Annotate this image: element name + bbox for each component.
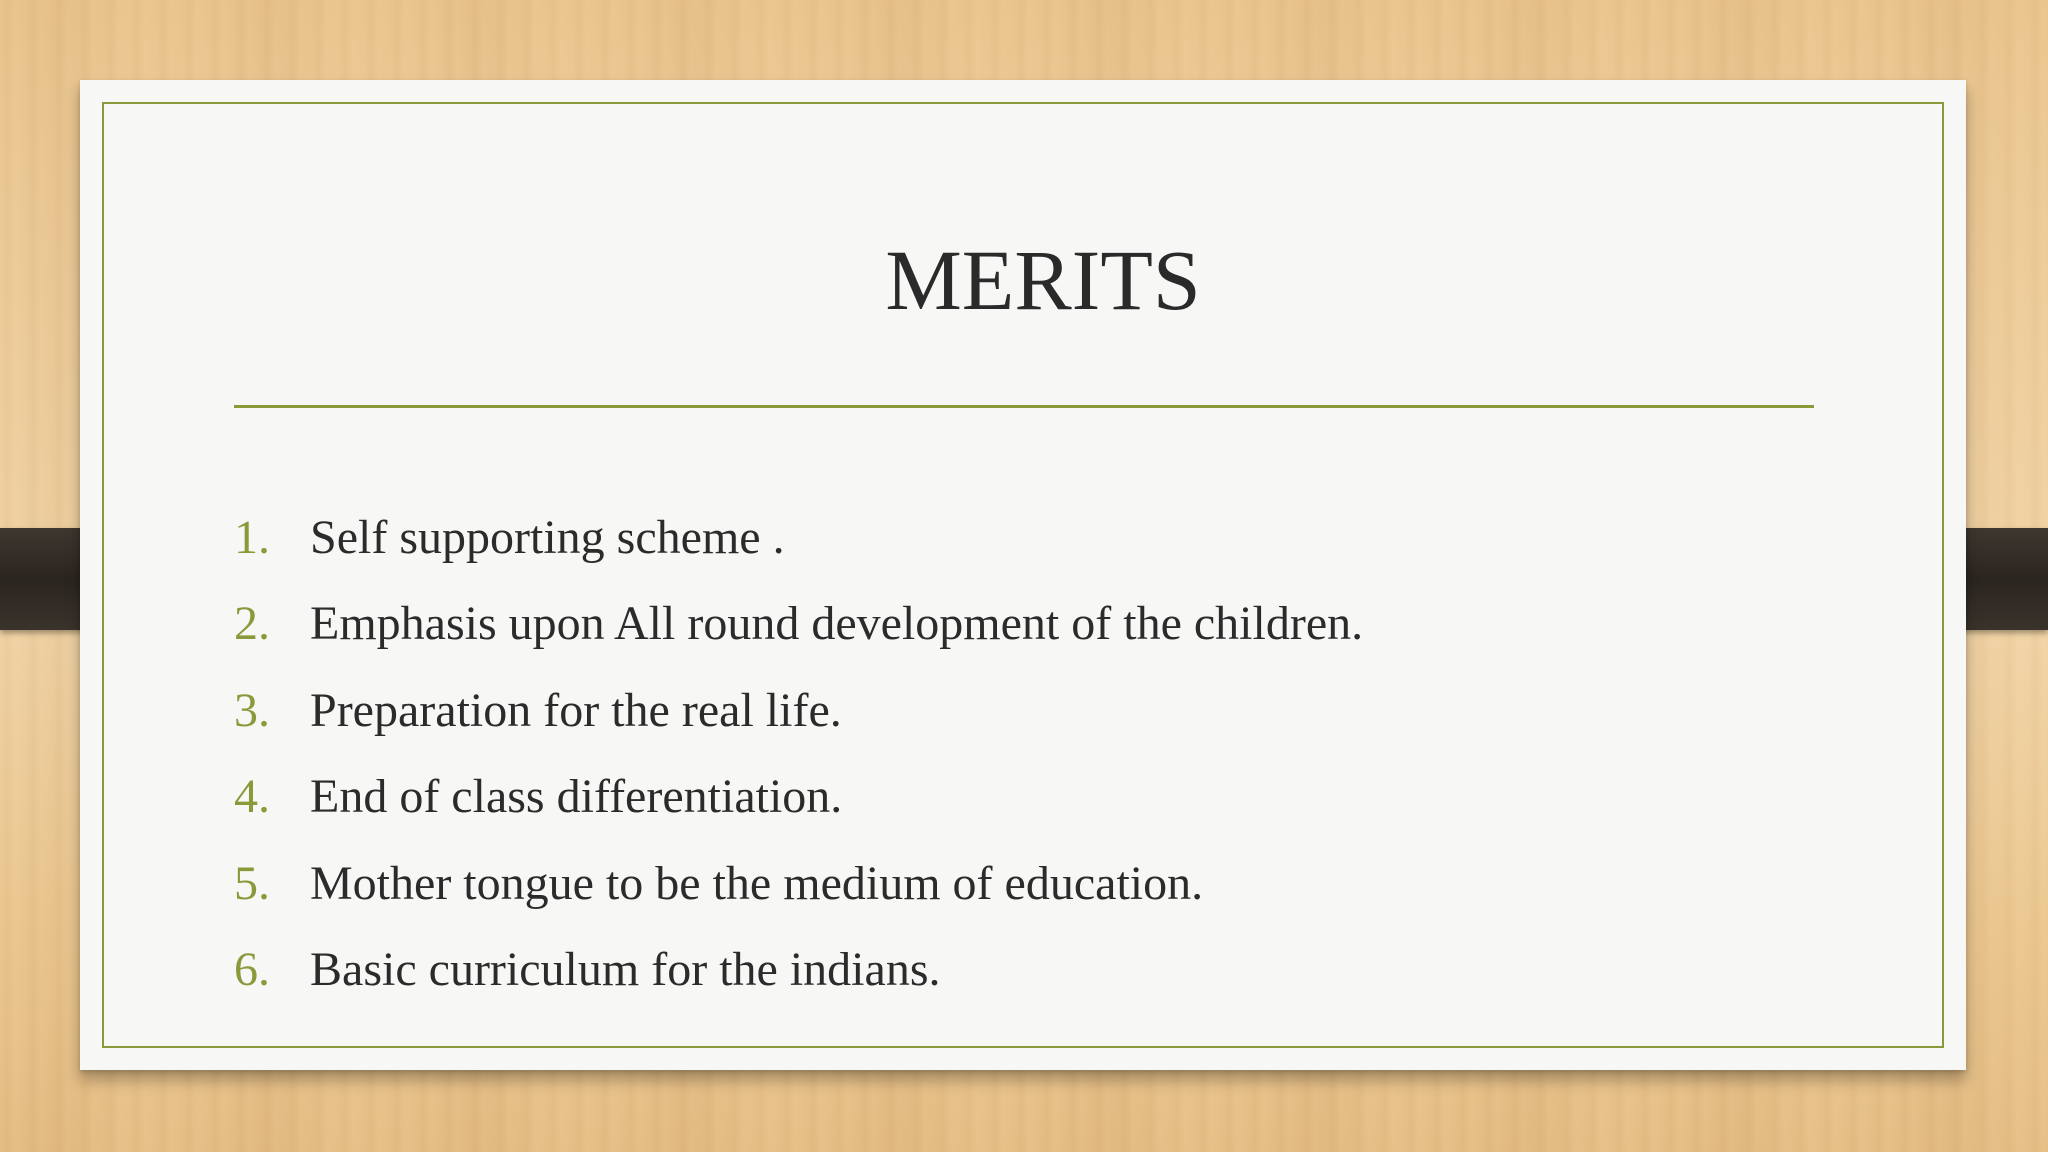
list-item-text: End of class differentiation. <box>310 770 843 824</box>
list-item <box>234 510 1734 596</box>
list-item-text: Basic curriculum for the indians. <box>310 942 941 996</box>
list-item-number: 5. <box>234 856 270 910</box>
slide-title: MERITS <box>885 232 1201 328</box>
list-item <box>234 942 1734 1028</box>
list-item-number: 3. <box>234 683 270 737</box>
slide-card <box>80 80 1966 1070</box>
list-item-text: Self supporting scheme . <box>310 511 785 564</box>
list-item-number: 2. <box>234 597 270 651</box>
list-item-text: Emphasis upon All round development of the children. <box>310 597 1364 651</box>
list-item-text: Preparation for the real life. <box>310 683 842 737</box>
list-item <box>234 769 1734 855</box>
list-item <box>234 683 1734 769</box>
list-item-text: Mother tongue to be the medium of education. <box>310 856 1204 910</box>
list-item-number: 6. <box>234 942 270 996</box>
title-divider <box>234 405 1814 408</box>
list-item <box>234 856 1734 942</box>
list-item <box>234 596 1734 682</box>
list-item-number: 4. <box>234 770 270 824</box>
merits-list <box>234 510 1734 1028</box>
list-item-number: 1. <box>234 511 270 564</box>
